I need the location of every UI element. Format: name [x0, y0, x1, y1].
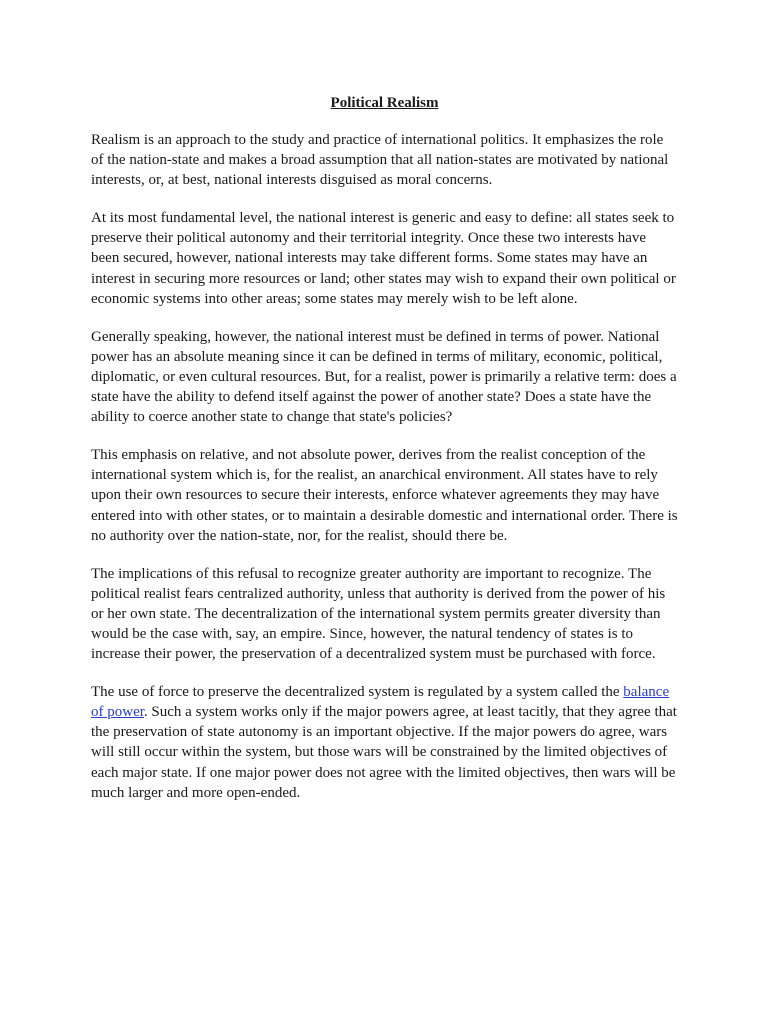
paragraph-1: Realism is an approach to the study and practice of international politics. It emphasizes the role of the nation-state and makes a broad assumption that all nation-states are motivated by national interests, or, at best, national interests disguised as moral concerns. — [91, 132, 669, 189]
paragraph-6-text-start: The use of force to preserve the decentralized system is regulated by a system called the — [91, 684, 624, 701]
page-title: Political Realism — [330, 95, 439, 111]
balance-of-power-link[interactable]: balance of power — [91, 684, 670, 721]
paragraph-4: This emphasis on relative, and not absolute power, derives from the realist conception of the international system which is, for the realist, an anarchical environment. All states have to rely upon their own resources to secure their interests, enforce whatever agreements they may have entered into with other states, or to maintain a desirable domestic and international order. There is no authority over the nation-state, nor, for the realist, should there be. — [91, 447, 678, 544]
paragraph-2: At its most fundamental level, the national interest is generic and easy to define: all states seek to preserve their political autonomy and their territorial integrity. Once these two interests have been secured, however, national interests may take different forms. Some states may have an interest in securing more resources or land; other states may wish to expand their own political or economic systems into other areas; some states may merely wish to be left alone. — [91, 210, 676, 307]
paragraph-6 — [91, 682, 678, 803]
paragraph-5: The implications of this refusal to recognize greater authority are important to recognize. The political realist fears centralized authority, unless that authority is derived from the power of his or her own state. The decentralization of the international system permits greater diversity than would be the case with, say, an empire. Since, however, the natural tendency of states is to increase their power, the preservation of a decentralized system must be purchased with force. — [91, 565, 666, 663]
paragraph-6-text-end: . Such a system works only if the major powers agree, at least tacitly, that they agree that the preservation of state autonomy is an important objective. If the major powers do agree, wars will still occur within the system, but those wars will be constrained by the limited objectives of each major state. If one major power does not agree with the limited objectives, then wars will be much larger and more open-ended. — [91, 704, 677, 801]
paragraph-3: Generally speaking, however, the national interest must be defined in terms of power. National power has an absolute meaning since it can be defined in terms of military, economic, political, diplomatic, or even cultural resources. But, for a realist, power is primarily a relative term: does a state have the ability to defend itself against the power of another state? Does a state have the ability to coerce another state to change that state's policies? — [91, 328, 677, 426]
